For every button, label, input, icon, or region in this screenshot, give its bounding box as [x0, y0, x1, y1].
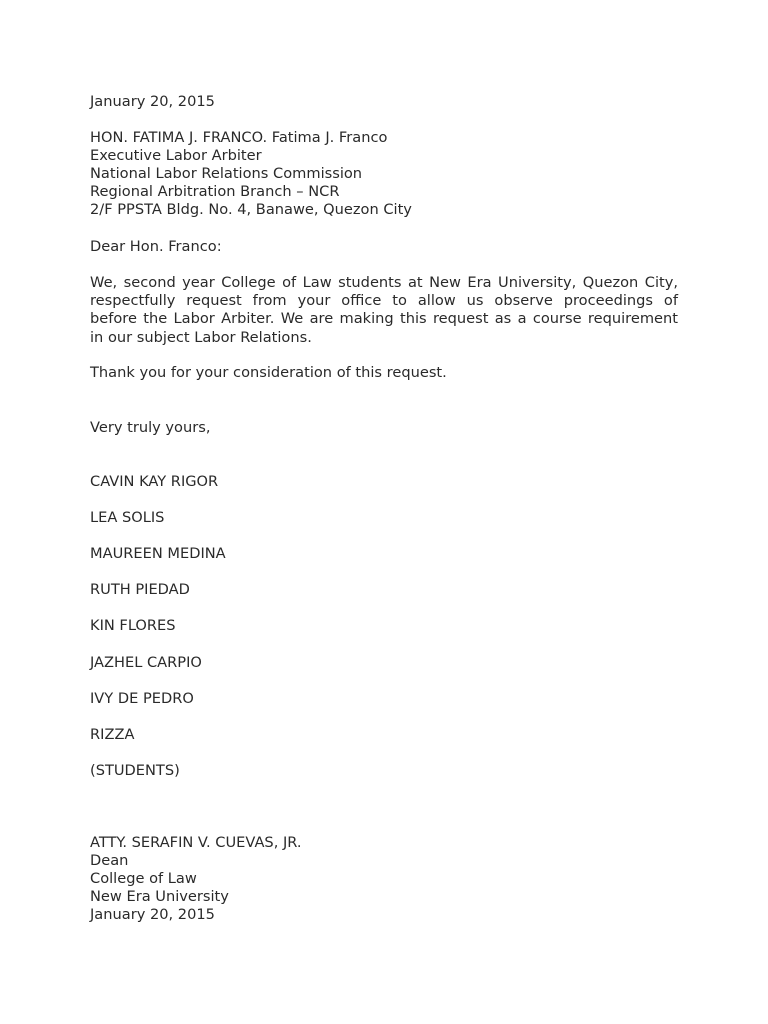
- signatory-name: RIZZA: [90, 726, 135, 743]
- body-line: in our subject Labor Relations.: [90, 328, 312, 346]
- endorser-title: Dean: [90, 852, 129, 869]
- endorser-date: January 20, 2015: [90, 906, 215, 923]
- salutation: Dear Hon. Franco:: [90, 238, 222, 255]
- thanks-line: Thank you for your consideration of this request.: [90, 364, 447, 381]
- signatory-name: KIN FLORES: [90, 617, 176, 634]
- endorser-block: [90, 834, 678, 924]
- recipient-address: 2/F PPSTA Bldg. No. 4, Banawe, Quezon City: [90, 201, 412, 218]
- recipient-name: HON. FATIMA J. FRANCO. Fatima J. Franco: [90, 129, 388, 146]
- body-line: respectfully request from your office to allow us observe proceedings of: [90, 292, 678, 310]
- endorser-university: New Era University: [90, 888, 229, 905]
- signatories-role: (STUDENTS): [90, 762, 180, 779]
- recipient-organization: National Labor Relations Commission: [90, 165, 363, 182]
- signatory-name: LEA SOLIS: [90, 509, 165, 526]
- body-paragraph: [90, 274, 678, 347]
- signatory-name: RUTH PIEDAD: [90, 581, 190, 598]
- body-line: We, second year College of Law students at New Era University, Quezon City,: [90, 274, 678, 291]
- closing: Very truly yours,: [90, 419, 211, 436]
- endorser-college: College of Law: [90, 870, 197, 887]
- recipient-title: Executive Labor Arbiter: [90, 147, 262, 164]
- letter-page: [90, 0, 678, 1024]
- recipient-branch: Regional Arbitration Branch – NCR: [90, 183, 340, 200]
- signatory-name: JAZHEL CARPIO: [90, 654, 202, 671]
- recipient-address-block: [90, 129, 678, 219]
- signatory-name: IVY DE PEDRO: [90, 690, 194, 707]
- signatory-name: CAVIN KAY RIGOR: [90, 473, 219, 490]
- signatory-name: MAUREEN MEDINA: [90, 545, 226, 562]
- letter-date: January 20, 2015: [90, 93, 215, 110]
- body-line: before the Labor Arbiter. We are making this request as a course requirement: [90, 310, 678, 328]
- endorser-name: ATTY. SERAFIN V. CUEVAS, JR.: [90, 834, 302, 851]
